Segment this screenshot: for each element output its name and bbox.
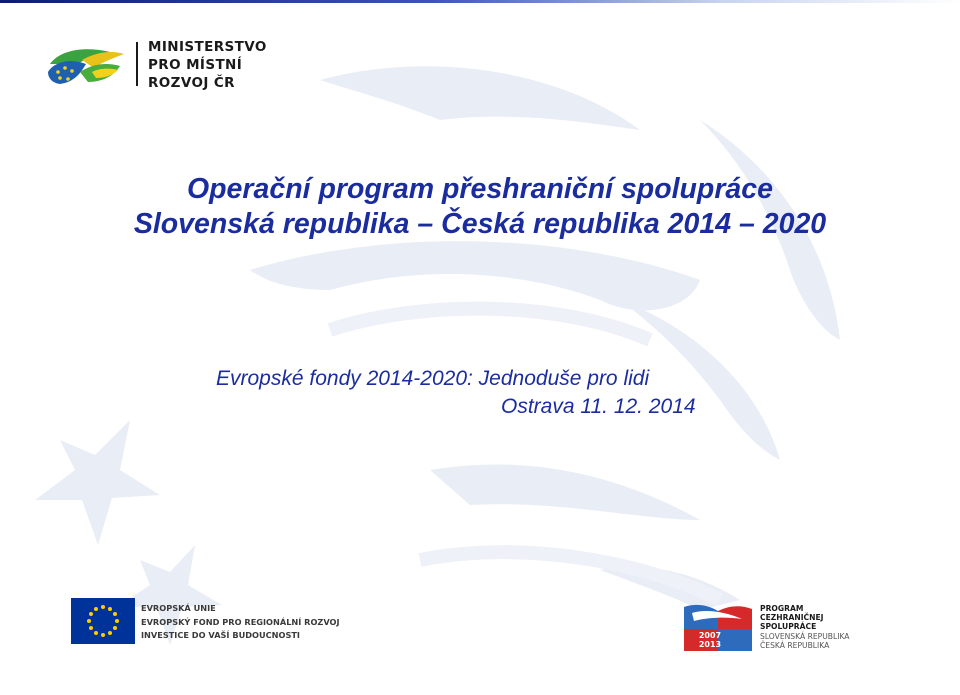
title-line-1: Operační program přeshraniční spolupráce — [186, 173, 773, 205]
programme-years — [688, 631, 732, 649]
programme-logo — [684, 603, 898, 653]
programme-line-1: PROGRAM — [760, 604, 804, 613]
eu-flag-icon — [71, 598, 135, 644]
eu-line-2: EVROPSKÝ FOND PRO REGIONÁLNÍ ROZVOJ — [141, 616, 340, 627]
programme-year-end: 2013 — [698, 640, 722, 649]
event-date: Ostrava 11. 12. 2014 — [501, 395, 696, 418]
programme-line-2: CEZHRANIČNEJ — [760, 613, 824, 623]
eu-logo — [71, 598, 340, 646]
title-line-2: Slovenská republika – Česká republika 2014 – 2020 — [133, 208, 827, 240]
programme-year-start: 2007 — [698, 631, 722, 640]
programme-logo-text — [760, 604, 850, 650]
eu-line-3: INVESTICE DO VAŠÍ BUDOUCNOSTI — [141, 630, 300, 640]
ministry-name — [148, 38, 267, 92]
ministry-line-1: MINISTERSTVO — [148, 39, 267, 55]
eu-line-1: EVROPSKÁ UNIE — [141, 603, 216, 613]
programme-line-3: SPOLUPRÁCE — [760, 622, 817, 632]
ministry-line-2: PRO MÍSTNÍ — [148, 57, 243, 73]
programme-line-5: ČESKÁ REPUBLIKA — [760, 640, 830, 650]
ministry-line-3: ROZVOJ ČR — [148, 75, 235, 91]
eu-logo-text — [141, 602, 340, 643]
page-title — [0, 172, 960, 242]
event-title: Evropské fondy 2014-2020: Jednoduše pro lidi — [216, 367, 650, 390]
ministry-emblem-icon — [40, 38, 140, 94]
programme-line-4: SLOVENSKÁ REPUBLIKA — [760, 631, 850, 641]
